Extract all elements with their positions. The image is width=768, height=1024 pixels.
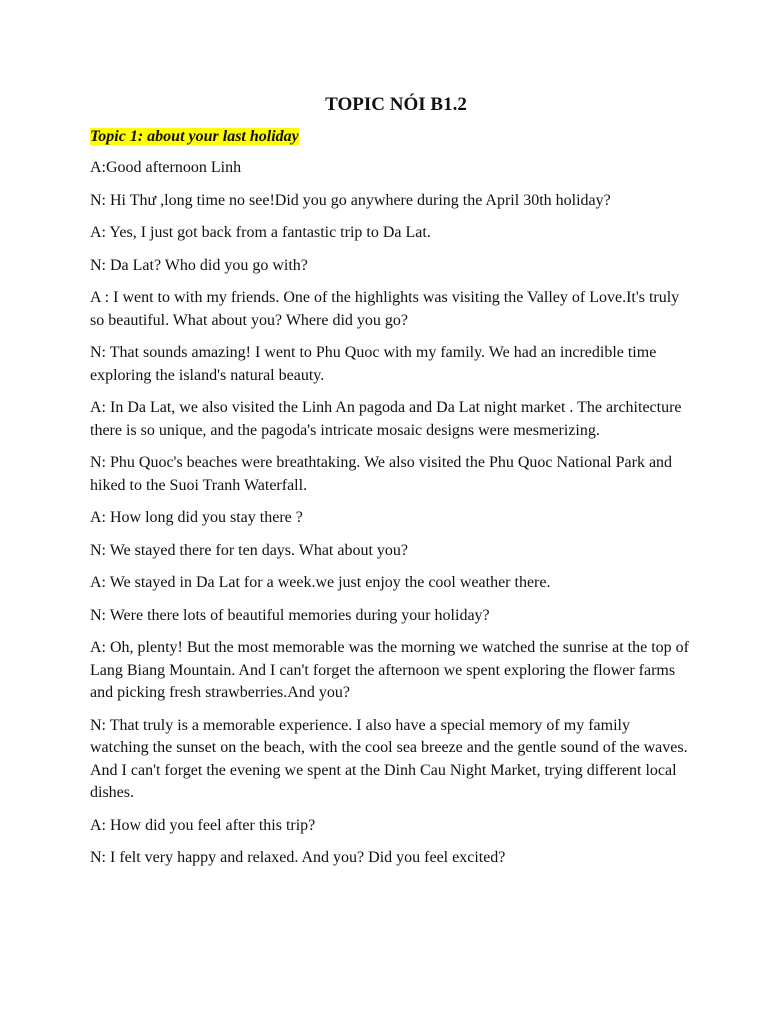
dialogue-line: N: Were there lots of beautiful memories during your holiday? [90, 606, 490, 624]
topic-heading-text: Topic 1: about your last holiday [90, 128, 299, 145]
dialogue-line: A:Good afternoon Linh [90, 159, 242, 176]
page-title: TOPIC NÓI B1.2 [325, 94, 467, 115]
dialogue-line: A: How did you feel after this trip? [90, 816, 316, 834]
dialogue-line: A: Yes, I just got back from a fantastic trip to Da Lat. [90, 224, 431, 241]
dialogue-line: A: In Da Lat, we also visited the Linh An pagoda and Da Lat night market . The architecture there is so unique, and the pagoda's intricate mosaic designs were mesmerizing. [90, 399, 682, 439]
dialogue-line: N: We stayed there for ten days. What about you? [90, 541, 409, 559]
dialogue-line: N: That truly is a memorable experience. I also have a special memory of my family watching the sunset on the beach, with the cool sea breeze and the gentle sound of the waves. And I can't forget the evening we spent at the Dinh Cau Night Market, trying different local dishes. [90, 716, 688, 801]
dialogue-line: N: Hi Thư ,long time no see!Did you go anywhere during the April 30th holiday? [90, 191, 611, 209]
topic-heading [90, 126, 690, 148]
dialogue-line: A : I went to with my friends. One of the highlights was visiting the Valley of Love.It's truly so beautiful. What about you? Where did you go? [90, 289, 680, 329]
dialogue-line: N: I felt very happy and relaxed. And you? Did you feel excited? [90, 849, 506, 866]
dialogue-line: A: Oh, plenty! But the most memorable was the morning we watched the sunrise at the top of Lang Biang Mountain. And I can't forget the afternoon we spent exploring the flower farms and picking fresh strawberries.And you? [90, 639, 689, 701]
document-page [90, 91, 690, 880]
dialogue-line: N: Phu Quoc's beaches were breathtaking. We also visited the Phu Quoc National Park and hiked to the Suoi Tranh Waterfall. [90, 454, 673, 494]
dialogue-line: N: Da Lat? Who did you go with? [90, 256, 308, 274]
dialogue [90, 157, 690, 870]
dialogue-line: N: That sounds amazing! I went to Phu Quoc with my family. We had an incredible time exploring the island's natural beauty. [90, 344, 657, 384]
dialogue-line: A: We stayed in Da Lat for a week.we just enjoy the cool weather there. [90, 574, 551, 591]
dialogue-line: A: How long did you stay there ? [90, 509, 303, 526]
